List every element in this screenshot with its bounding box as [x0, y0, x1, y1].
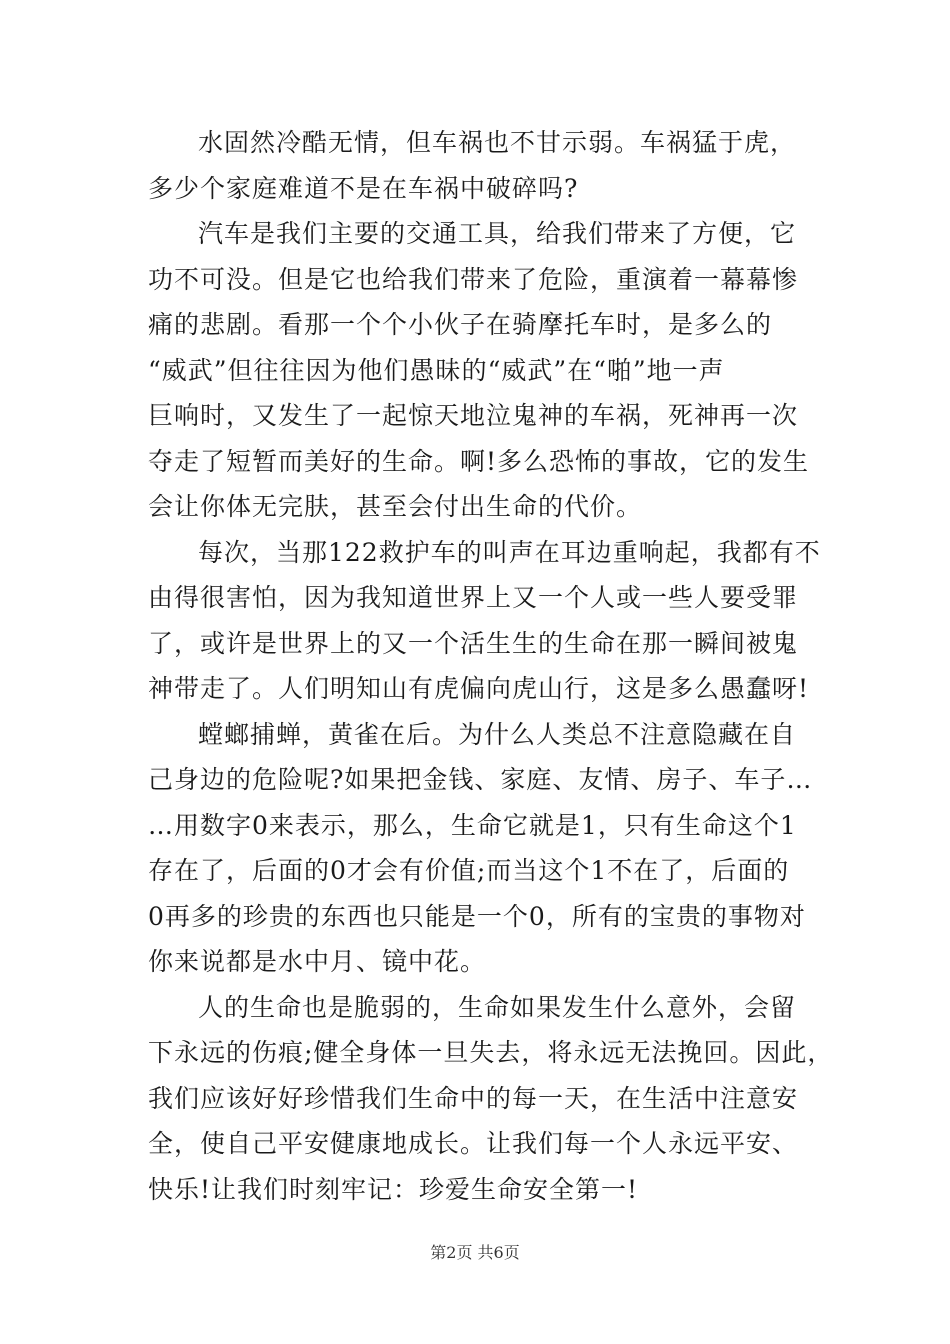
text-line: …用数字0来表示，那么，生命它就是1，只有生命这个1 — [148, 810, 797, 840]
body-text — [148, 120, 834, 1212]
text-line: 全，使自己平安健康地成长。让我们每一个人永远平安、 — [148, 1129, 799, 1158]
text-line: 每次，当那122救护车的叫声在耳边重响起，我都有不 — [198, 537, 821, 567]
text-line: 多少个家庭难道不是在车祸中破碎吗? — [148, 173, 579, 203]
paragraph-ambulance — [148, 530, 821, 712]
text-line: 人的生命也是脆弱的，生命如果发生什么意外，会留 — [198, 992, 797, 1022]
paragraph-cherish-life — [148, 985, 834, 1213]
text-line: 你来说都是水中月、镜中花。 — [148, 947, 487, 976]
page-number-footer: 第2页 共6页 — [430, 1243, 520, 1262]
text-line: 痛的悲剧。看那一个个小伙子在骑摩托车时，是多么的 — [148, 310, 773, 339]
text-line: 神带走了。人们明知山有虎偏向虎山行，这是多么愚蠢呀! — [148, 674, 810, 703]
text-line: 下永远的伤痕;健全身体一旦失去，将永远无法挽回。因此， — [148, 1038, 834, 1067]
text-line: 夺走了短暂而美好的生命。啊!多么恐怖的事故，它的发生 — [148, 446, 810, 476]
text-line: “威武”但往往因为他们愚昧的“威武”在“啪”地一声 — [148, 355, 725, 385]
text-line: 巨响时，又发生了一起惊天地泣鬼神的车祸，死神再一次 — [148, 401, 799, 430]
text-line: 水固然冷酷无情，但车祸也不甘示弱。车祸猛于虎， — [198, 128, 797, 157]
text-line: 0再多的珍贵的东西也只能是一个0，所有的宝贵的事物对 — [148, 901, 806, 931]
text-line: 己身边的危险呢?如果把金钱、家庭、友情、房子、车子… — [148, 765, 813, 794]
text-line: 快乐!让我们时刻牢记：珍爱生命安全第一! — [148, 1174, 639, 1204]
paragraph-hidden-danger — [148, 712, 813, 985]
text-line: 由得很害怕，因为我知道世界上又一个人或一些人要受罪 — [148, 583, 799, 612]
text-line: 会让你体无完肤，甚至会付出生命的代价。 — [148, 492, 643, 521]
paragraph-car-accident-intro — [148, 120, 808, 211]
text-line: 存在了，后面的0才会有价值;而当这个1不在了，后面的 — [148, 856, 790, 885]
paragraph-cars-danger — [148, 211, 808, 530]
text-line: 了，或许是世界上的又一个活生生的生命在那一瞬间被鬼 — [148, 628, 799, 658]
text-line: 我们应该好好珍惜我们生命中的每一天，在生活中注意安 — [148, 1083, 799, 1113]
text-line: 汽车是我们主要的交通工具，给我们带来了方便，它 — [198, 219, 797, 248]
text-line: 螳螂捕蝉，黄雀在后。为什么人类总不注意隐藏在自 — [198, 719, 797, 749]
text-line: 功不可没。但是它也给我们带来了危险，重演着一幕幕惨 — [148, 264, 799, 294]
